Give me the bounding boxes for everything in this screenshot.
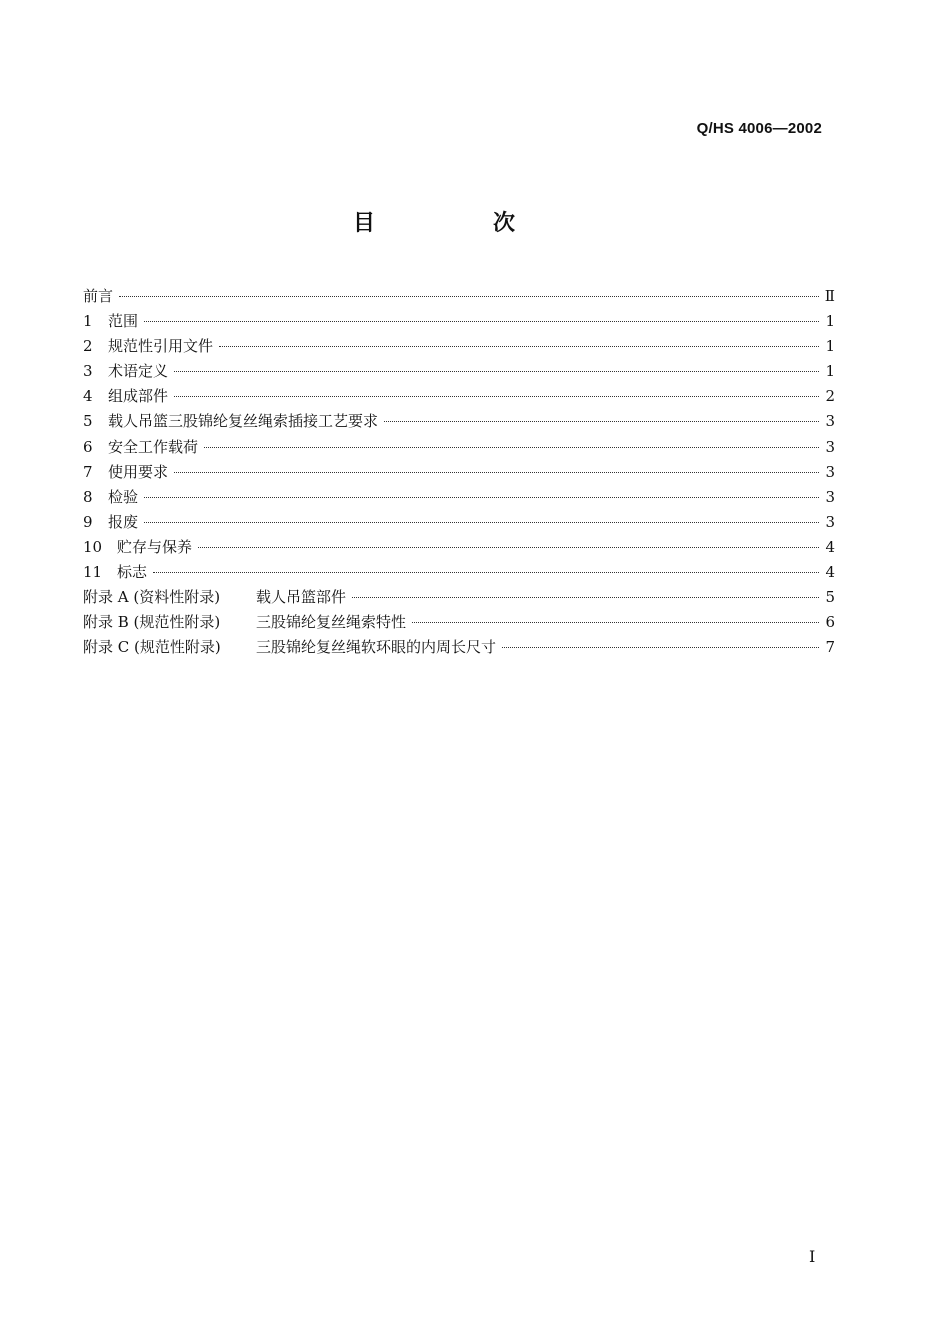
toc-entry-number: 10 [83,537,103,556]
toc-entry-discard[interactable] [83,510,835,535]
toc-entry-page: 2 [825,387,835,406]
toc-entry-annex-a[interactable] [83,585,835,610]
toc-entry-number: 2 [83,337,93,356]
toc-entry-page: 6 [825,613,835,632]
toc-entry-marking[interactable] [83,560,835,585]
toc-entry-number: 9 [83,512,93,531]
page-title: 目 次 [352,211,563,236]
toc-entry-annex-b[interactable] [83,610,835,635]
toc-leader-dots [204,447,819,448]
toc-leader-dots [384,421,819,422]
toc-entry-label: 前言 [83,287,114,305]
toc-leader-dots [219,346,819,347]
toc-entry-page: 4 [825,537,835,556]
toc-leader-dots [412,622,819,623]
toc-leader-dots [352,597,819,598]
toc-leader-dots [144,321,819,322]
toc-entry-label: 载人吊篮三股锦纶复丝绳索插接工艺要求 [108,412,379,431]
toc-entry-number: 11 [83,563,103,582]
toc-entry-subtitle: 载人吊篮部件 [256,588,347,607]
toc-entry-number: 5 [83,412,93,431]
toc-leader-dots [502,647,819,648]
toc-leader-dots [144,522,819,523]
toc-entry-usage-requirements[interactable] [83,460,835,485]
toc-entry-safe-working-load[interactable] [83,435,835,460]
toc-entry-page: 3 [825,487,835,506]
toc-entry-page: 5 [825,588,835,607]
toc-entry-foreword[interactable] [83,284,835,309]
toc-entry-page: 4 [825,563,835,582]
toc-entry-label: 使用要求 [108,462,169,481]
standard-number: Q/HS 4006—2002 [696,120,822,137]
page-number: Ⅰ [809,1247,816,1266]
toc-entry-number: 1 [83,312,93,331]
toc-entry-label: 附录 A (资料性附录) [83,588,221,607]
toc-entry-label: 报废 [108,512,139,531]
toc-entry-label: 规范性引用文件 [108,337,214,356]
toc-entry-page: Ⅱ [824,287,835,305]
toc-leader-dots [174,371,819,372]
toc-entry-scope[interactable] [83,309,835,334]
toc-entry-number: 4 [83,387,93,406]
toc-entry-splicing-requirements[interactable] [83,409,835,434]
toc-entry-label: 标志 [117,563,148,582]
toc-entry-page: 1 [825,362,835,381]
toc-entry-page: 3 [825,412,835,431]
toc-entry-inspection[interactable] [83,485,835,510]
toc-leader-dots [119,296,819,297]
toc-entry-subtitle: 三股锦纶复丝绳软环眼的内周长尺寸 [256,638,497,657]
toc-entry-components[interactable] [83,384,835,409]
toc-entry-normative-references[interactable] [83,334,835,359]
toc-entry-page: 3 [825,512,835,531]
toc-entry-label: 贮存与保养 [117,537,193,556]
toc-entry-number: 8 [83,487,93,506]
toc-entry-label: 术语定义 [108,362,169,381]
toc-leader-dots [174,472,819,473]
toc-entry-subtitle: 三股锦纶复丝绳索特性 [256,613,407,632]
toc-entry-page: 1 [825,312,835,331]
toc-entry-storage-maintenance[interactable] [83,535,835,560]
toc-entry-number: 6 [83,437,93,456]
table-of-contents [83,284,835,660]
toc-entry-number: 3 [83,362,93,381]
toc-entry-number: 7 [83,462,93,481]
toc-leader-dots [198,547,819,548]
toc-entry-label: 附录 B (规范性附录) [83,613,221,632]
toc-entry-label: 安全工作载荷 [108,437,199,456]
toc-entry-page: 3 [825,462,835,481]
toc-entry-annex-c[interactable] [83,635,835,660]
toc-entry-page: 3 [825,437,835,456]
toc-leader-dots [153,572,819,573]
toc-entry-terms-definitions[interactable] [83,359,835,384]
toc-entry-label: 组成部件 [108,387,169,406]
toc-leader-dots [144,497,819,498]
toc-entry-page: 7 [825,638,835,657]
toc-entry-label: 范围 [108,312,139,331]
toc-entry-page: 1 [825,337,835,356]
toc-entry-label: 附录 C (规范性附录) [83,638,221,657]
toc-leader-dots [174,396,819,397]
toc-entry-label: 检验 [108,487,139,506]
